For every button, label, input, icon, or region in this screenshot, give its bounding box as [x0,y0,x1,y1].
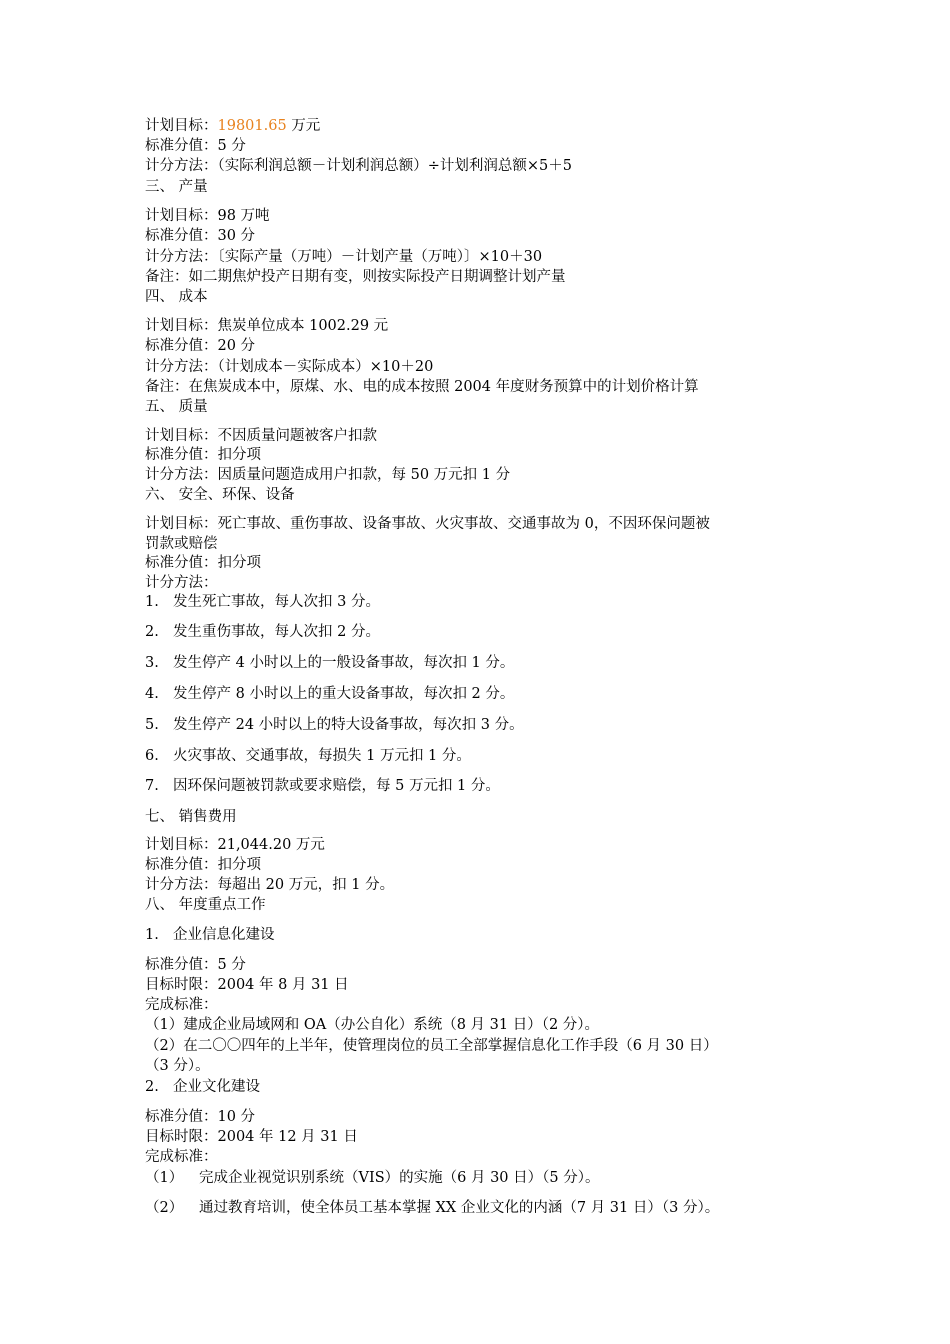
deadline: 目标时限：2004 年 8 月 31 日 [145,977,349,993]
completion-criteria: 完成标准： [145,1149,218,1165]
scoring-method: 计分方法： [145,575,218,591]
profit-target-value: 19801.65 [217,118,287,134]
subsection-heading: 1. 企业信息化建设 [145,927,275,943]
criteria-item: （2） 通过教育培训，使全体员工基本掌握 XX 企业文化的内涵（7 月 31 日）（3 分）。 [145,1200,720,1216]
plan-target: 计划目标：不因质量问题被客户扣款 [145,428,377,444]
scoring-method: 计分方法：每超出 20 万元，扣 1 分。 [145,877,395,893]
criteria-item: （1） 完成企业视觉识别系统（VIS）的实施（6 月 30 日）（5 分）。 [145,1170,600,1186]
plan-target: 计划目标：21,044.20 万元 [145,837,325,853]
section-heading-cost: 四、 成本 [145,289,208,305]
list-item: 1. 发生死亡事故，每人次扣 3 分。 [145,594,380,610]
standard-score: 标准分值：10 分 [145,1109,256,1125]
scoring-method: 计分方法：（计划成本－实际成本）×10＋20 [145,359,434,375]
plan-target: 计划目标：98 万吨 [145,208,270,224]
section-heading-key-work: 八、 年度重点工作 [145,897,266,913]
subsection-heading: 2. 企业文化建设 [145,1079,260,1095]
criteria-item: （1）建成企业局域网和 OA（办公自化）系统（8 月 31 日）（2 分）。 [145,1017,600,1033]
scoring-method: 计分方法：〔实际产量（万吨）－计划产量（万吨）〕×10＋30 [145,249,543,265]
criteria-item-continued: （3 分）。 [145,1058,210,1074]
standard-score: 标准分值：扣分项 [145,555,261,571]
plan-target: 计划目标：死亡事故、重伤事故、设备事故、火灾事故、交通事故为 0，不因环保问题被 [145,516,710,532]
plan-target-profit: 计划目标：19801.65 万元 [145,118,321,134]
section-heading-safety: 六、 安全、环保、设备 [145,487,295,503]
section-heading-output: 三、 产量 [145,179,208,195]
criteria-item: （2）在二〇〇四年的上半年，使管理岗位的员工全部掌握信息化工作手段（6 月 30 日） [145,1038,718,1054]
remark: 备注：如二期焦炉投产日期有变，则按实际投产日期调整计划产量 [145,269,566,285]
standard-score: 标准分值：20 分 [145,338,256,354]
plan-target-continued: 罚款或赔偿 [145,536,218,552]
completion-criteria: 完成标准： [145,997,218,1013]
standard-score: 标准分值：5 分 [145,138,246,154]
list-item: 3. 发生停产 4 小时以上的一般设备事故，每次扣 1 分。 [145,655,515,671]
list-item: 5. 发生停产 24 小时以上的特大设备事故，每次扣 3 分。 [145,717,524,733]
deadline: 目标时限：2004 年 12 月 31 日 [145,1129,358,1145]
list-item: 6. 火灾事故、交通事故，每损失 1 万元扣 1 分。 [145,748,471,764]
remark: 备注：在焦炭成本中，原煤、水、电的成本按照 2004 年度财务预算中的计划价格计算 [145,379,699,395]
list-item: 2. 发生重伤事故，每人次扣 2 分。 [145,624,380,640]
section-heading-quality: 五、 质量 [145,399,208,415]
standard-score: 标准分值：扣分项 [145,447,261,463]
standard-score: 标准分值：扣分项 [145,857,261,873]
standard-score: 标准分值：30 分 [145,228,256,244]
standard-score: 标准分值：5 分 [145,957,246,973]
plan-target: 计划目标：焦炭单位成本 1002.29 元 [145,318,389,334]
list-item: 7. 因环保问题被罚款或要求赔偿，每 5 万元扣 1 分。 [145,778,500,794]
list-item: 4. 发生停产 8 小时以上的重大设备事故，每次扣 2 分。 [145,686,515,702]
scoring-method: 计分方法：（实际利润总额－计划利润总额）÷计划利润总额×5＋5 [145,158,572,174]
section-heading-sales-expense: 七、 销售费用 [145,809,237,825]
scoring-method: 计分方法：因质量问题造成用户扣款，每 50 万元扣 1 分 [145,467,511,483]
